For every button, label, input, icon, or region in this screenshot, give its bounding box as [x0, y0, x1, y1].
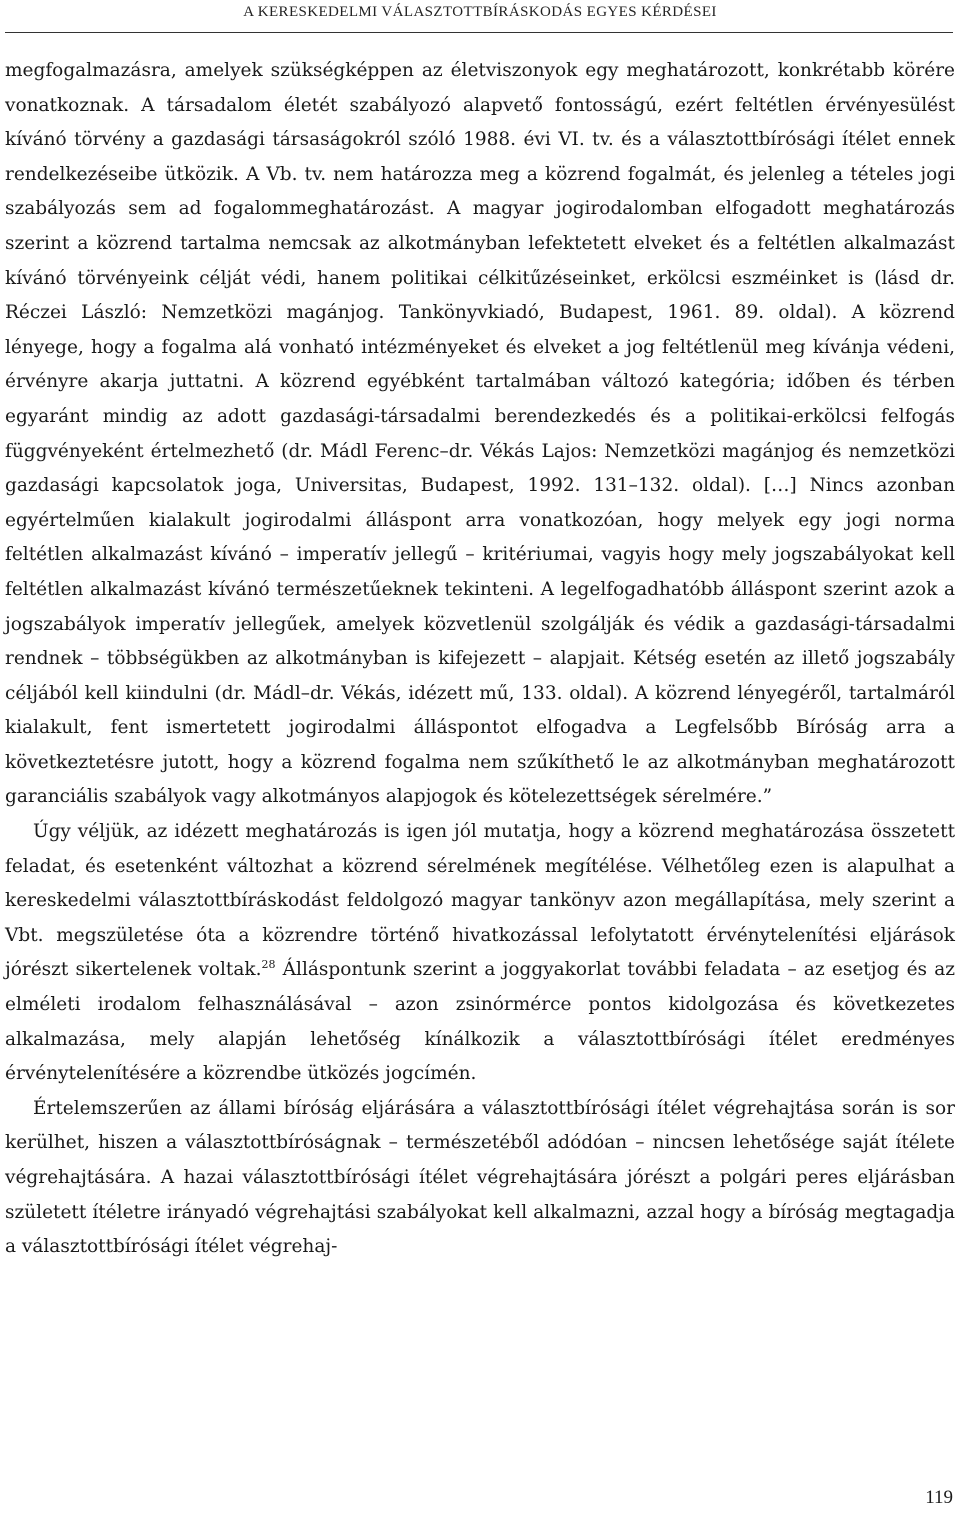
header-rule	[5, 32, 953, 33]
footnote-reference[interactable]: 28	[261, 958, 276, 972]
paragraph-enforcement: Értelemszerűen az állami bíróság eljárására a választottbírósági ítélet végrehajtása során is sor kerülhet, hiszen a választottbíróságnak – természetéből adódóan – nincsen lehetősége saját ítélete végrehajtására. A hazai választottbírósági ítélet végrehajtására jórészt a polgári peres eljárásban született ítéletre irányadó végrehajtási szabályokat kell alkalmazni, azzal hogy a bíróság megtagadja a választottbírósági ítélet végrehaj-	[5, 1097, 955, 1258]
running-header: A KERESKEDELMI VÁLASZTOTTBÍRÁSKODÁS EGYES KÉRDÉSEI	[243, 4, 717, 20]
page-body	[5, 54, 955, 1265]
paragraph-quoted-ruling: megfogalmazásra, amelyek szükségképpen az életviszonyok egy meghatározott, konkrétabb körére vonatkoznak. A társadalom életét szabályozó alapvető fontosságú, ezért feltétlen érvényesülést kívánó törvény a gazdasági társaságokról szóló 1988. évi VI. tv. és a választottbírósági ítélet ennek rendelkezéseibe ütközik. A Vb. tv. nem határozza meg a közrend fogalmát, és jelenleg a tételes jogi szabályozás sem ad fogalommeghatározást. A magyar jogirodalomban elfogadott meghatározás szerint a közrend tartalma nemcsak az alkotmányban lefektetett elveket és a feltétlen alkalmazást kívánó törvényeink célját védi, hanem politikai célkitűzéseinket, erkölcsi eszméinket is (lásd dr. Réczei László: Nemzetközi magánjog. Tankönyvkiadó, Budapest, 1961. 89. oldal). A közrend lényege, hogy a fogalma alá vonható intézményeket és elveket a jog feltétlenül meg kívánja védeni, érvényre akarja juttatni. A közrend egyébként tartalmában változó kategória; időben és térben egyaránt mindig az adott gazdasági-társadalmi berendezkedés és a politikai-erkölcsi felfogás függvényeként értelmezhető (dr. Mádl Ferenc–dr. Vékás Lajos: Nemzetközi magánjog és nemzetközi gazdasági kapcsolatok joga, Universitas, Budapest, 1992. 131–132. oldal). […] Nincs azonban egyértelműen kialakult jogirodalmi álláspont arra vonatkozóan, hogy melyek egy jogi norma feltétlen alkalmazást kívánó – imperatív jellegű – kritériumai, vagyis hogy mely jogszabályokat kell feltétlen alkalmazást kívánó természetűeknek tekinteni. A legelfogadhatóbb álláspont szerint azok a jogszabályok imperatív jellegűek, amelyek közvetlenül szolgálják és védik a gazdasági-társadalmi rendnek – többségükben az alkotmányban is kifejezett – alapjait. Kétség esetén az illető jogszabály céljából kell kiindulni (dr. Mádl–dr. Vékás, idézett mű, 133. oldal). A közrend lényegéről, tartalmáról kialakult, fent ismertetett jogirodalmi álláspontot elfogadva a Legfelsőbb Bíróság arra a következtetésre jutott, hogy a közrend fogalma nem szűkíthető le az alkotmányban meghatározott garanciális szabályok vagy alkotmányos alapjogok és kötelezettségek sérelmére.”	[5, 60, 955, 808]
paragraph-text-before-footnote: Úgy véljük, az idézett meghatározás is igen jól mutatja, hogy a közrend meghatározása összetett feladat, és esetenként változhat a közrend sérelmének megítélése. Vélhetőleg ezen is alapulhat a kereskedelmi választottbíráskodást feldolgozó magyar tankönyv azon megállapítása, mely szerint a Vbt. megszületése óta a közrendre történő hivatkozással lefolytatott érvénytelenítési eljárások jórészt sikertelenek voltak.	[5, 821, 955, 981]
paragraph-public-policy-definition	[5, 815, 955, 1092]
page-number: 119	[925, 1487, 953, 1508]
paragraph-text-after-footnote: Álláspontunk szerint a joggyakorlat további feladata – az esetjog és az elméleti irodalom felhasználásával – azon zsinórmérce pontos kidolgozása és következetes alkalmazása, mely alapján lehetőség kínálkozik a választottbírósági ítélet eredményes érvénytelenítésére a közrendbe ütközés jogcímén.	[5, 959, 955, 1085]
